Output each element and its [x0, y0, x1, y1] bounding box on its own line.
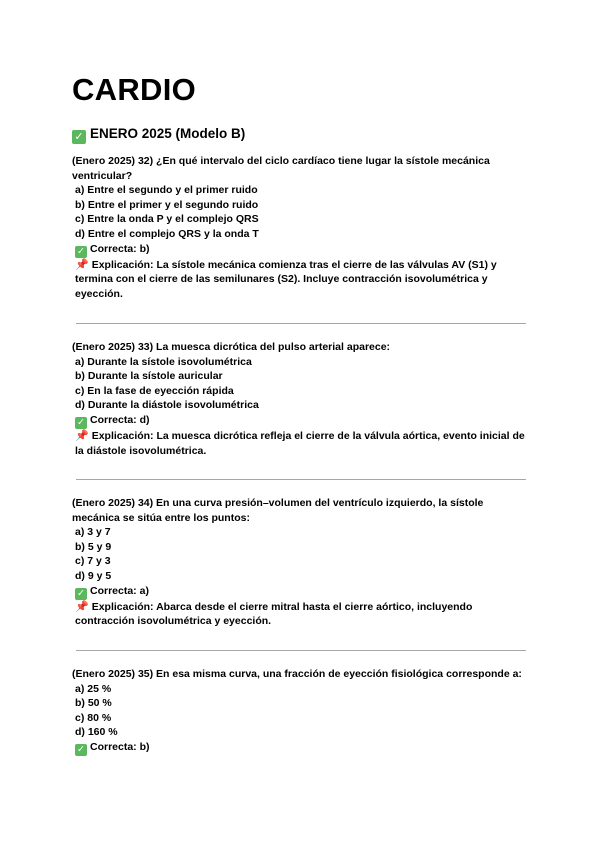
- answer-text: Correcta: d): [90, 413, 150, 426]
- option-d: d) 160 %: [75, 726, 118, 739]
- option-a: a) Entre el segundo y el primer ruido: [75, 184, 258, 197]
- option-c: c) Entre la onda P y el complejo QRS: [75, 213, 259, 226]
- answer-text: Correcta: b): [90, 740, 150, 753]
- question-stem: (Enero 2025) 34) En una curva presión–volumen del ventrículo izquierdo, la sístole mecánica se sitúa entre los puntos:: [72, 497, 484, 524]
- option-a: a) 3 y 7: [75, 526, 111, 539]
- answer-line: [72, 740, 532, 756]
- question-35: [72, 667, 532, 756]
- option-b: b) 5 y 9: [75, 540, 112, 553]
- option-b: b) 50 %: [75, 697, 112, 710]
- answer-text: Correcta: a): [90, 584, 149, 597]
- check-mark-icon: ✓: [75, 417, 87, 429]
- option-b: b) Durante la sístole auricular: [75, 370, 223, 383]
- answer-line: [72, 413, 532, 429]
- question-32: [72, 154, 532, 301]
- option-d: d) Entre el complejo QRS y la onda T: [75, 227, 259, 240]
- option-c: c) En la fase de eyección rápida: [75, 384, 234, 397]
- option-a: a) Durante la sístole isovolumétrica: [75, 355, 252, 368]
- option-c: c) 80 %: [75, 711, 112, 724]
- check-mark-icon: ✓: [75, 588, 87, 600]
- explanation-line: [72, 429, 532, 458]
- question-stem: (Enero 2025) 33) La muesca dicrótica del pulso arterial aparece:: [72, 341, 391, 353]
- divider: [76, 323, 526, 324]
- question-stem: (Enero 2025) 32) ¿En qué intervalo del ciclo cardíaco tiene lugar la sístole mecánica ventricular?: [72, 155, 490, 182]
- explanation-text: Explicación: La sístole mecánica comienza tras el cierre de las válvulas AV (S1) y termina con el cierre de las semilunares (S2). Incluye contracción isovolumétrica y eyección.: [75, 258, 497, 300]
- explanation-text: Explicación: La muesca dicrótica refleja el cierre de la válvula aórtica, evento inicial de la diástole isovolumétrica.: [75, 429, 525, 457]
- explanation-line: [72, 600, 532, 629]
- option-b: b) Entre el primer y el segundo ruido: [75, 198, 259, 211]
- pushpin-icon: 📌: [75, 258, 89, 271]
- pushpin-icon: 📌: [75, 600, 89, 613]
- section-heading-text: ENERO 2025 (Modelo B): [90, 126, 246, 141]
- question-34: [72, 496, 532, 629]
- check-mark-icon: ✓: [75, 246, 87, 258]
- option-d: d) Durante la diástole isovolumétrica: [75, 399, 259, 412]
- option-a: a) 25 %: [75, 682, 112, 695]
- divider: [76, 479, 526, 480]
- explanation-text: Explicación: Abarca desde el cierre mitral hasta el cierre aórtico, incluyendo contracción isovolumétrica y eyección.: [75, 600, 473, 628]
- option-c: c) 7 y 3: [75, 555, 111, 568]
- divider: [76, 650, 526, 651]
- question-stem: (Enero 2025) 35) En esa misma curva, una fracción de eyección fisiológica corresponde a:: [72, 668, 522, 680]
- answer-line: [72, 584, 532, 600]
- pushpin-icon: 📌: [75, 429, 89, 442]
- explanation-line: [72, 258, 532, 302]
- answer-line: [72, 242, 532, 258]
- page-title: CARDIO: [72, 72, 197, 107]
- check-mark-icon: ✓: [75, 744, 87, 756]
- section-heading: [72, 125, 245, 144]
- option-d: d) 9 y 5: [75, 569, 112, 582]
- answer-text: Correcta: b): [90, 242, 150, 255]
- check-mark-icon: ✓: [72, 130, 86, 144]
- question-33: [72, 340, 532, 458]
